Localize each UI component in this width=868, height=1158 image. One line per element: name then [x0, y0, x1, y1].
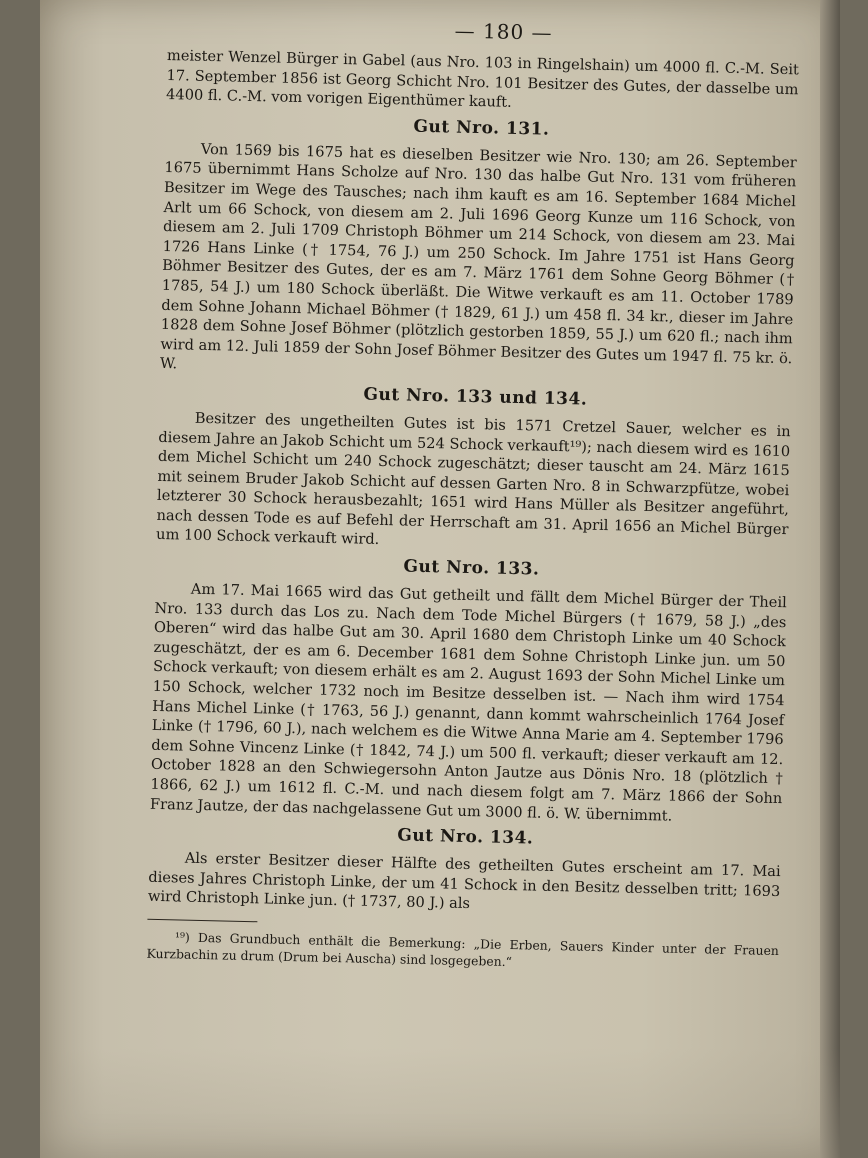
intro-paragraph: meister Wenzel Bürger in Gabel (aus Nro. 103 in Ringelshain) um 4000 fl. C.-M. Seit 17. September 1856 ist Georg Schicht Nro. 101 Besitzer des Gutes, der dasselbe um 4400 fl. C.-M. vom vorigen Eigenthümer kauft.: [165, 46, 800, 112]
section-heading-131: Gut Nro. 131.: [413, 116, 550, 140]
book-gutter: [820, 0, 840, 1158]
page-number: — 180 —: [454, 18, 553, 45]
section-text-134: Als erster Besitzer dieser Hälfte des getheilten Gutes erscheint am 17. Mai dieses Jahres Christoph Linke, der um 41 Schock in den Besitz desselben tritt; 1693 wird Christoph Linke jun. († 1737, 80 J.) als: [147, 849, 781, 913]
footnote: ¹⁹) Das Grundbuch enthält die Bemerkung: „Die Erben, Sauers Kinder unter der Frauen Kurzbachin zu drum (Drum bei Auscha) sind losgegeben.“: [146, 929, 780, 970]
page-content: [146, 12, 799, 976]
book-page: [40, 0, 840, 1158]
section-text-133-134: Besitzer des ungetheilten Gutes ist bis 1571 Cretzel Sauer, welcher es in diesem Jahre an Jakob Schicht um 524 Schock verkauft¹⁹); nach diesem wird es 1610 dem Michel Schicht um 240 Schock zugeschätzt; dieser tauscht am 24. März 1615 mit seinem Bruder Jakob Schicht auf dessen Garten Nro. 8 in Schwarzpfütze, wobei letzterer 30 Schock herausbezahlt; 1651 wird Hans Müller als Besitzer angeführt, nach dessen Tode es auf Befehl der Herrschaft am 31. April 1656 an Michel Bürger um 100 Schock verkauft wird.: [155, 409, 791, 549]
page-bottom-shade: [40, 1048, 840, 1158]
section-heading-134: Gut Nro. 134.: [397, 825, 534, 849]
footnote-divider: [147, 919, 257, 922]
section-heading-133: Gut Nro. 133.: [403, 556, 540, 580]
section-heading-133-134: Gut Nro. 133 und 134.: [363, 384, 588, 410]
section-text-133: Am 17. Mai 1665 wird das Gut getheilt und fällt dem Michel Bürger der Theil Nro. 133 durch das Los zu. Nach dem Tode Michel Bürgers († 1679, 58 J.) „des Oberen“ wird das halbe Gut am 30. April 1680 dem Christoph Linke um 40 Schock zugeschätzt, der es am 6. December 1681 dem Sohne Christoph Linke jun. um 50 Schock verkauft; von diesem erhält es am 2. August 1693 der Sohn Michel Linke um 150 Schock, welcher 1732 noch im Besitze desselben ist. — Nach ihm wird 1754 Hans Michel Linke († 1763, 56 J.) genannt, dann kommt wahrscheinlich 1764 Josef Linke († 1796, 60 J.), nach welchem es die Witwe Anna Marie am 4. September 1796 dem Sohne Vincenz Linke († 1842, 74 J.) um 500 fl. verkauft; dieser verkauft am 12. October 1828 an den Schwiegersohn Anton Jautze aus Dönis Nro. 18 (plötzlich † 1866, 62 J.) um 1612 fl. C.-M. und nach diesem folgt am 7. März 1866 der Sohn Franz Jautze, der das nachgelassene Gut um 3000 fl. ö. W. übernimmt.: [149, 580, 787, 825]
section-text-131: Von 1569 bis 1675 hat es dieselben Besitzer wie Nro. 130; am 26. September 1675 übernimmt Hans Scholze auf Nro. 130 das halbe Gut Nro. 131 vom früheren Besitzer im Wege des Tausches; nach ihm kauft es am 16. September 1684 Michel Arlt um 66 Schock, von diesem am 2. Juli 1696 Georg Kunze um 116 Schock, von diesem am 2. Juli 1709 Christoph Böhmer um 214 Schock, von diesem am 23. Mai 1726 Hans Linke († 1754, 76 J.) um 250 Schock. Im Jahre 1751 ist Hans Georg Böhmer Besitzer des Gutes, der es am 7. März 1761 dem Sohne Georg Böhmer († 1785, 54 J.) um 180 Schock überläßt. Die Witwe verkauft es am 11. October 1789 dem Sohne Johann Michael Böhmer († 1829, 61 J.) um 458 fl. 34 kr., dieser im Jahre 1828 dem Sohne Josef Böhmer (plötzlich gestorben 1859, 55 J.) um 620 fl.; nach ihm wird am 12. Juli 1859 der Sohn Josef Böhmer Besitzer des Gutes um 1947 fl. 75 kr. ö. W.: [159, 140, 797, 373]
